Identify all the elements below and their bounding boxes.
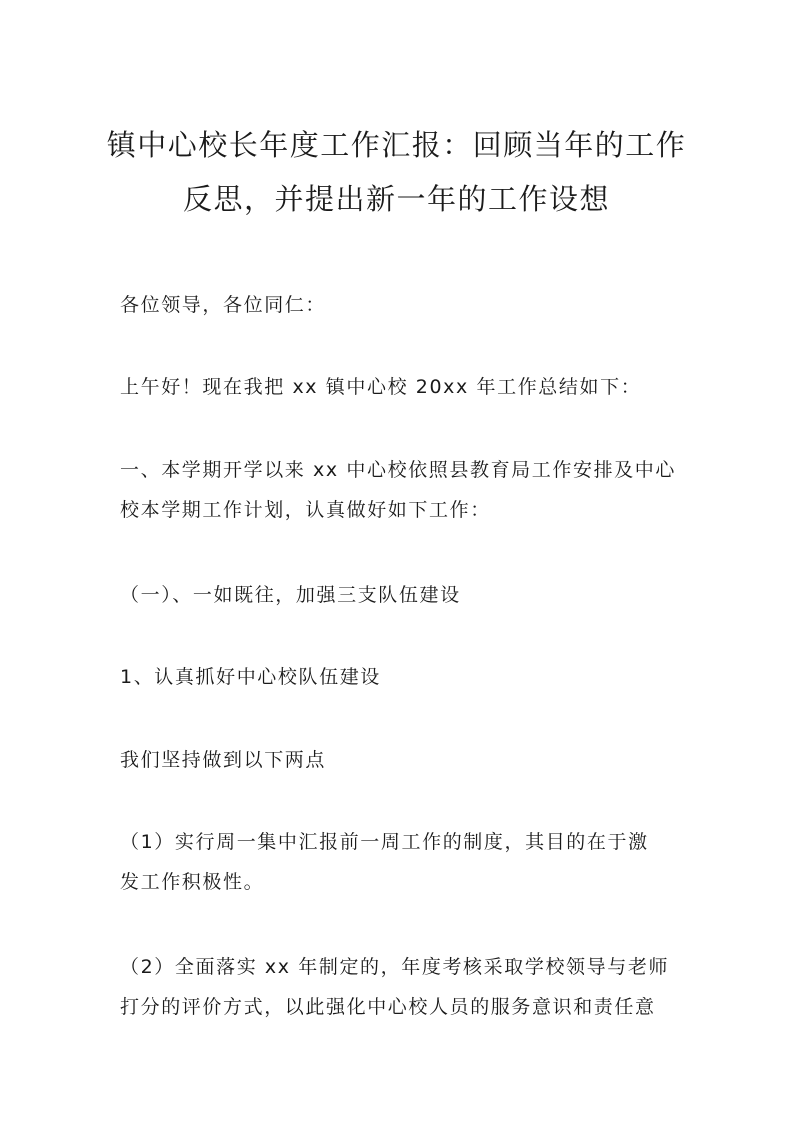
point-two-line-1: （2）全面落实 xx 年制定的，年度考核采取学校领导与老师 [120, 956, 670, 978]
item-intro: 我们坚持做到以下两点 [120, 749, 327, 771]
item-heading: 1、认真抓好中心校队伍建设 [120, 666, 381, 688]
title-line-2: 反思，并提出新一年的工作设想 [182, 182, 610, 216]
section-one-paragraph [120, 450, 680, 530]
title-line-1: 镇中心校长年度工作汇报：回顾当年的工作 [106, 128, 687, 162]
subsection-heading: （一）、一如既往，加强三支队伍建设 [120, 584, 461, 606]
salutation: 各位领导，各位同仁： [120, 294, 327, 316]
point-two-line-2: 打分的评价方式，以此强化中心校人员的服务意识和责任意 [120, 996, 656, 1018]
point-one-line-2: 发工作积极性。 [120, 871, 265, 893]
section-one-line-1: 一、本学期开学以来 xx 中心校依照县教育局工作安排及中心 [120, 459, 676, 481]
point-one-line-1: （1）实行周一集中汇报前一周工作的制度，其目的在于激 [120, 831, 649, 853]
document-title [100, 118, 693, 226]
greeting-paragraph: 上午好！现在我把 xx 镇中心校 20xx 年工作总结如下： [120, 376, 642, 398]
point-two-paragraph [120, 947, 680, 1027]
section-one-line-2: 校本学期工作计划，认真做好如下工作： [120, 499, 491, 521]
point-one-paragraph [120, 822, 680, 902]
